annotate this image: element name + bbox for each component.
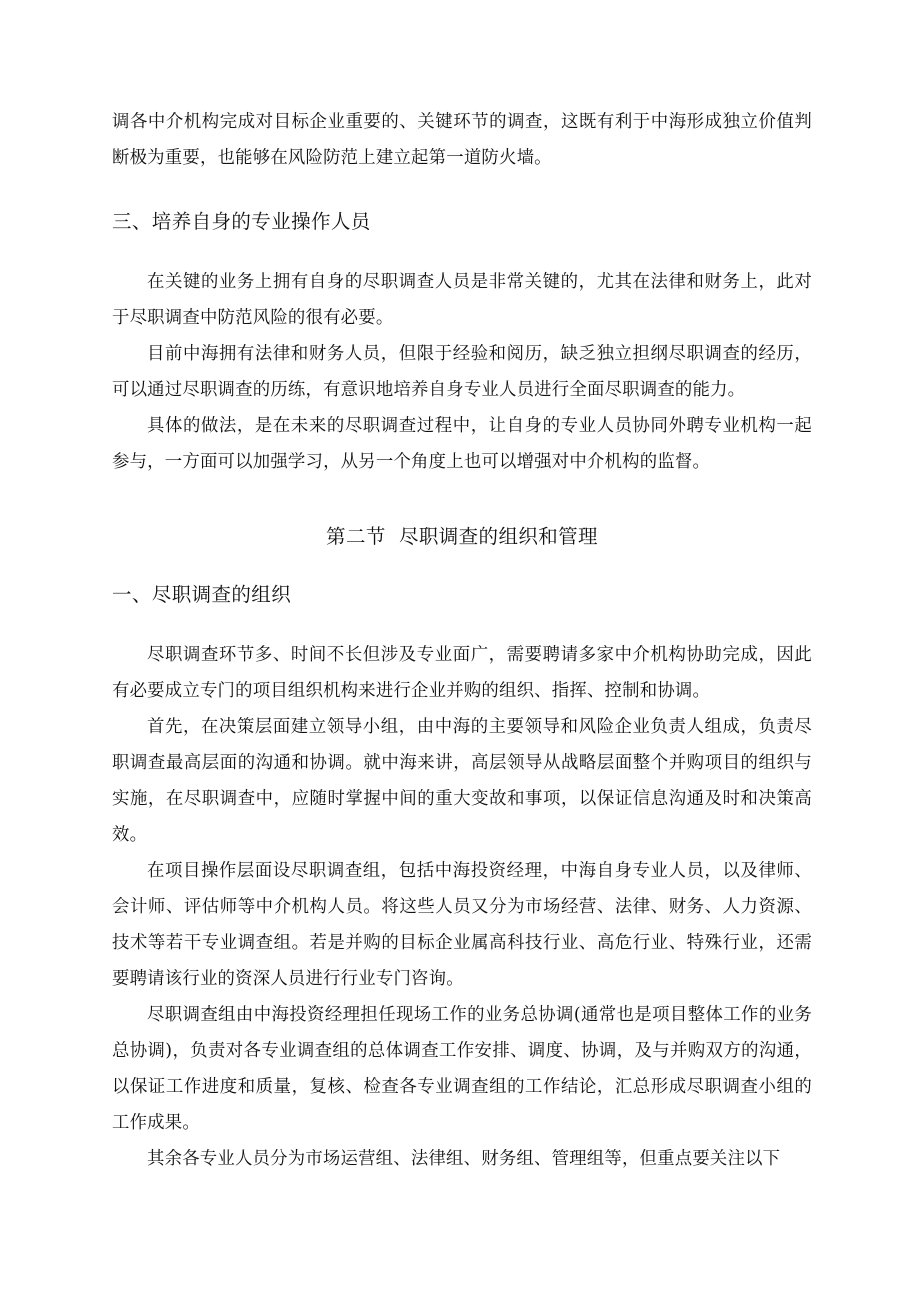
section-heading-3: 三、培养自身的专业操作人员 xyxy=(112,210,371,233)
section1-paragraph-1: 尽职调查环节多、时间不长但涉及专业面广，需要聘请多家中介机构协助完成，因此有必要成立专门的项目组织机构来进行企业并购的组织、指挥、控制和协调。 xyxy=(112,645,812,701)
section3-paragraph-1: 在关键的业务上拥有自身的尽职调查人员是非常关键的，尤其在法律和财务上，此对于尽职调查中防范风险的很有必要。 xyxy=(112,272,812,328)
section1-paragraph-2: 首先，在决策层面建立领导小组，由中海的主要领导和风险企业负责人组成，负责尽职调查最高层面的沟通和协调。就中海来讲，高层领导从战略层面整个并购项目的组织与实施，在尽职调查中，应随时掌握中间的重大变故和事项，以保证信息沟通及时和决策高效。 xyxy=(112,717,812,845)
section1-paragraph-3: 在项目操作层面设尽职调查组，包括中海投资经理，中海自身专业人员，以及律师、会计师、评估师等中介机构人员。将这些人员又分为市场经营、法律、财务、人力资源、技术等若干专业调查组。若是并购的目标企业属高科技行业、高危行业、特殊行业，还需要聘请该行业的资深人员进行行业专门咨询。 xyxy=(112,861,812,989)
section3-paragraph-3: 具体的做法，是在未来的尽职调查过程中，让自身的专业人员协同外聘专业机构一起参与，一方面可以加强学习，从另一个角度上也可以增强对中介机构的监督。 xyxy=(112,416,812,472)
intro-paragraph: 调各中介机构完成对目标企业重要的、关键环节的调查，这既有利于中海形成独立价值判断极为重要，也能够在风险防范上建立起第一道防火墙。 xyxy=(112,112,812,168)
section-heading-1: 一、尽职调查的组织 xyxy=(112,583,292,606)
section1-paragraph-4: 尽职调查组由中海投资经理担任现场工作的业务总协调(通常也是项目整体工作的业务总协调)，负责对各专业调查组的总体调查工作安排、调度、协调，及与并购双方的沟通，以保证工作进度和质量，复核、检查各专业调查组的工作结论，汇总形成尽职调查小组的工作成果。 xyxy=(112,1005,812,1133)
document-body xyxy=(112,104,812,1177)
chapter-heading: 第二节 尽职调查的组织和管理 xyxy=(326,525,598,548)
section3-paragraph-2: 目前中海拥有法律和财务人员，但限于经验和阅历，缺乏独立担纲尽职调查的经历，可以通过尽职调查的历练，有意识地培养自身专业人员进行全面尽职调查的能力。 xyxy=(112,344,812,400)
section1-paragraph-5: 其余各专业人员分为市场运营组、法律组、财务组、管理组等，但重点要关注以下 xyxy=(147,1149,781,1169)
